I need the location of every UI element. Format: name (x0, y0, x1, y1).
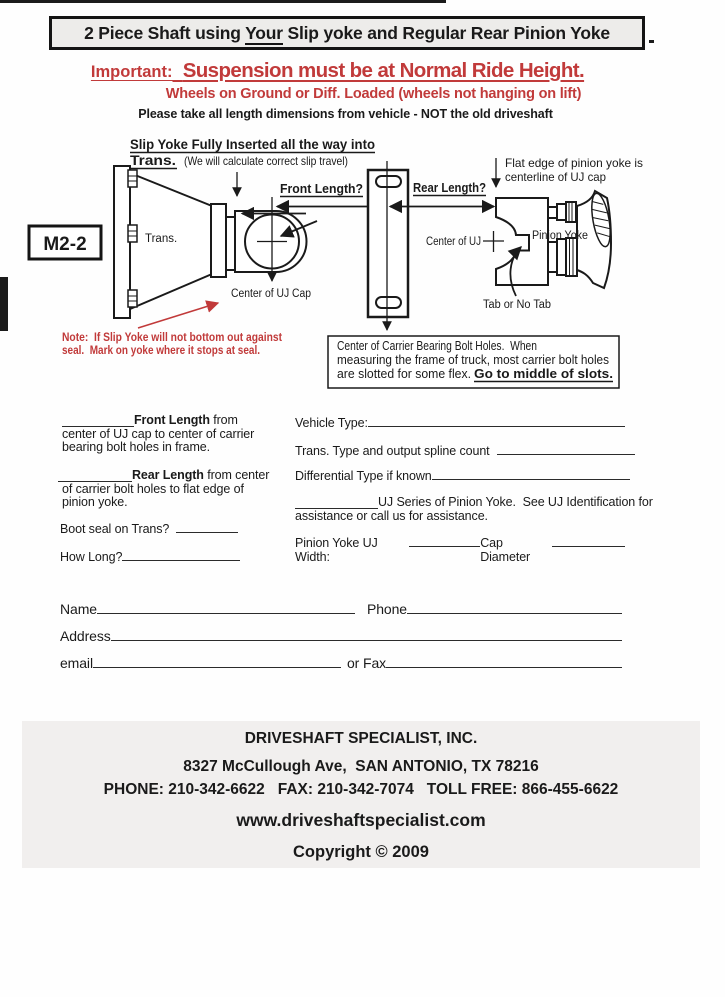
important-text: Suspension must be at Normal Ride Height. (182, 59, 585, 82)
rear-length-blank (58, 469, 132, 482)
vehicle-type-blank (368, 414, 625, 427)
title-underlined-word: Your (245, 23, 283, 43)
email-fax-row (60, 655, 622, 671)
diff-type-blank (432, 467, 630, 480)
center-of-uj-label: Center of UJ (426, 236, 481, 248)
uj-series-line1: UJ Series of Pinion Yoke. See UJ Identification for (378, 495, 653, 509)
copyright: Copyright © 2009 (293, 843, 429, 861)
tab-label: Tab or No Tab (483, 299, 551, 311)
fax-label: or Fax (346, 655, 387, 671)
carrier-bearing-bracket (368, 161, 408, 330)
name-phone-row (60, 601, 622, 617)
front-length-rest: from (209, 413, 238, 427)
trans-type-blank (497, 442, 635, 455)
uj-series-blank (295, 496, 378, 509)
measure-instruction: Please take all length dimensions from vehicle - NOT the old driveshaft (138, 107, 553, 121)
important-warning (0, 59, 700, 83)
front-length-label: Front Length? (280, 181, 364, 196)
company-name: DRIVESHAFT SPECIALIST, INC. (244, 730, 478, 747)
how-long-field (60, 548, 260, 564)
carrier-note-line3: are slotted for some flex. (337, 367, 471, 381)
email-blank (93, 655, 341, 668)
slip-yoke-drawing (226, 197, 317, 281)
front-length-bold: Front Length (134, 413, 210, 427)
address-blank (111, 628, 622, 641)
rear-length-bold: Rear Length (132, 468, 204, 482)
trans-label: Trans. (145, 233, 178, 245)
driveshaft-diagram (0, 128, 725, 390)
boot-seal-field (60, 520, 240, 536)
pinion-uj-width-blank (409, 534, 480, 547)
phone-label: Phone (366, 601, 407, 617)
warning-line2: Wheels on Ground or Diff. Loaded (wheels not hanging on lift) (165, 86, 582, 102)
uj-series-line2: assistance or call us for assistance. (295, 508, 488, 523)
vehicle-type-field (295, 414, 625, 430)
pinion-uj-width-label: Pinion Yoke UJ Width: (295, 536, 378, 564)
red-note-line1: Note: If Slip Yoke will not bottom out against (62, 330, 282, 344)
cap-diameter-blank (552, 534, 625, 547)
rear-length-label: Rear Length? (413, 180, 487, 195)
how-long-blank (122, 548, 240, 561)
name-label: Name (60, 601, 97, 617)
slip-note-line1: Slip Yoke Fully Inserted all the way into (130, 137, 375, 152)
rear-length-rest: from center (203, 468, 270, 482)
center-of-uj-marker (426, 231, 504, 252)
carrier-note-line2: measuring the frame of truck, most carrier bolt holes (337, 353, 609, 367)
title-post: Slip yoke and Regular Rear Pinion Yoke (282, 23, 610, 43)
rear-length-line2: of carrier bolt holes to flat edge of (62, 481, 244, 496)
carrier-note-line3-bold: Go to middle of slots. (474, 367, 613, 381)
front-length-field (62, 414, 307, 455)
company-address: 8327 McCullough Ave, SAN ANTONIO, TX 78216 (183, 758, 539, 775)
carrier-note-line1: Center of Carrier Bearing Bolt Holes. When (337, 339, 538, 353)
trans-type-label: Trans. Type and output spline count (295, 444, 490, 458)
company-phones: PHONE: 210-342-6622 FAX: 210-342-7074 TOLL FREE: 866-455-6622 (103, 781, 619, 798)
rear-length-field (58, 469, 308, 510)
slip-note-line2-bold: Trans. (130, 153, 176, 168)
address-row (60, 628, 622, 644)
phone-blank (407, 601, 622, 614)
vehicle-type-label: Vehicle Type: (295, 416, 368, 430)
front-length-line2: center of UJ cap to center of carrier (62, 426, 255, 441)
address-label: Address (60, 628, 111, 644)
diff-type-field (295, 467, 630, 483)
email-label: email (60, 655, 93, 671)
pinion-yoke-label: Pinion Yoke (532, 230, 588, 242)
boot-seal-label: Boot seal on Trans? (60, 522, 170, 536)
red-note-arrow (138, 303, 218, 328)
trans-type-field (295, 442, 635, 458)
slip-note-paren: (We will calculate correct slip travel) (184, 154, 348, 168)
how-long-label: How Long? (60, 550, 123, 564)
front-length-line3: bearing bolt holes in frame. (62, 440, 210, 454)
model-code: M2-2 (43, 234, 87, 255)
uj-series-field (295, 496, 655, 523)
rear-length-line3: pinion yoke. (62, 495, 128, 509)
model-code-box (29, 226, 101, 259)
fax-blank (386, 655, 622, 668)
flat-edge-line1: Flat edge of pinion yoke is (505, 156, 643, 170)
center-of-uj-cap-label: Center of UJ Cap (231, 288, 311, 300)
carrier-note-box (328, 336, 619, 388)
page-title (49, 16, 645, 50)
title-pre: 2 Piece Shaft using (84, 23, 246, 43)
boot-seal-blank (176, 520, 238, 533)
company-footer (22, 721, 700, 868)
pinion-uj-width-field (295, 534, 625, 564)
cap-diameter-label: Cap Diameter (480, 536, 531, 564)
diff-type-label: Differential Type if known (295, 469, 432, 483)
important-label: Important: (90, 63, 173, 81)
front-length-blank (62, 414, 134, 427)
red-note-line2: seal. Mark on yoke where it stops at seal. (62, 343, 260, 357)
scan-artifact-dot (649, 40, 654, 43)
transmission-drawing (114, 166, 226, 318)
flat-edge-line2: centerline of UJ cap (505, 170, 607, 184)
name-blank (97, 601, 355, 614)
scan-artifact-top-edge (0, 0, 446, 3)
company-website: www.driveshaftspecialist.com (236, 810, 486, 830)
